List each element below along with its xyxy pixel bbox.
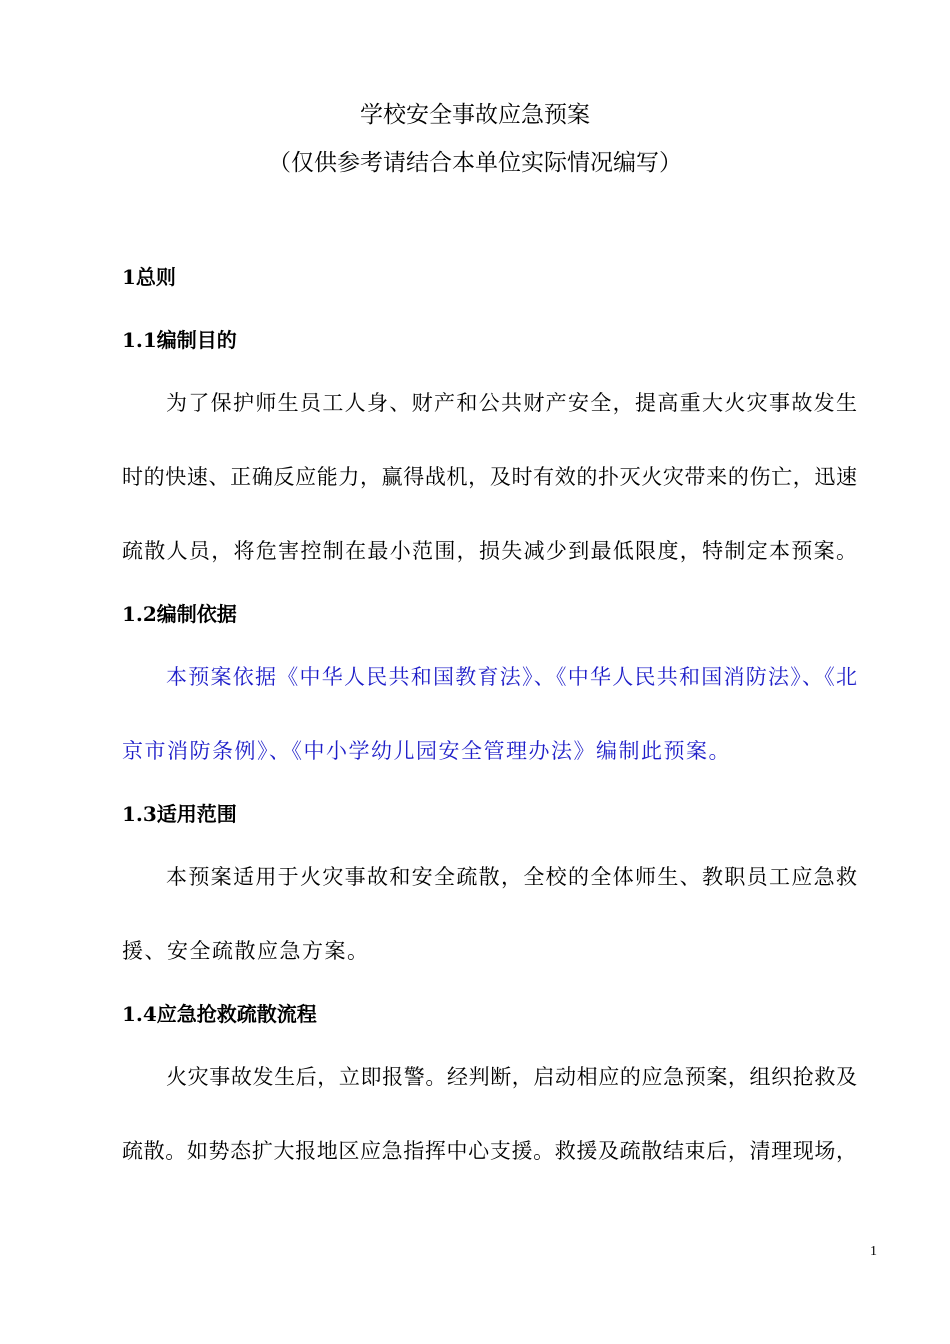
paragraph-line: 本预案适用于火灾事故和安全疏散，全校的全体师生、教职员工应急救: [166, 865, 857, 889]
paragraph-line: 疏散。如势态扩大报地区应急指挥中心支援。救援及疏散结束后，清理现场，: [122, 1139, 857, 1163]
paragraph-line: 疏散人员，将危害控制在最小范围，损失减少到最低限度，特制定本预案。: [122, 539, 857, 563]
section-heading: 1.3适用范围: [122, 802, 237, 826]
document-subtitle: （仅供参考请结合本单位实际情况编写）: [268, 150, 682, 176]
section-heading: 1.4应急抢救疏散流程: [122, 1002, 317, 1026]
document-title: 学校安全事故应急预案: [360, 102, 590, 128]
paragraph-line: 援、安全疏散应急方案。: [122, 939, 370, 963]
page-number: 1: [870, 1244, 877, 1259]
section-heading: 1.2编制依据: [122, 602, 237, 626]
section-heading: 1总则: [122, 265, 176, 289]
paragraph-line: 本预案依据《中华人民共和国教育法》、《中华人民共和国消防法》、《北: [166, 665, 857, 689]
section-heading: 1.1编制目的: [122, 328, 237, 352]
paragraph-line: 京市消防条例》、《中小学幼儿园安全管理办法》编制此预案。: [122, 739, 731, 763]
paragraph-line: 为了保护师生员工人身、财产和公共财产安全，提高重大火灾事故发生: [166, 391, 857, 415]
paragraph-line: 火灾事故发生后，立即报警。经判断，启动相应的应急预案，组织抢救及: [166, 1065, 857, 1089]
paragraph-line: 时的快速、正确反应能力，赢得战机，及时有效的扑灭火灾带来的伤亡，迅速: [122, 465, 857, 489]
